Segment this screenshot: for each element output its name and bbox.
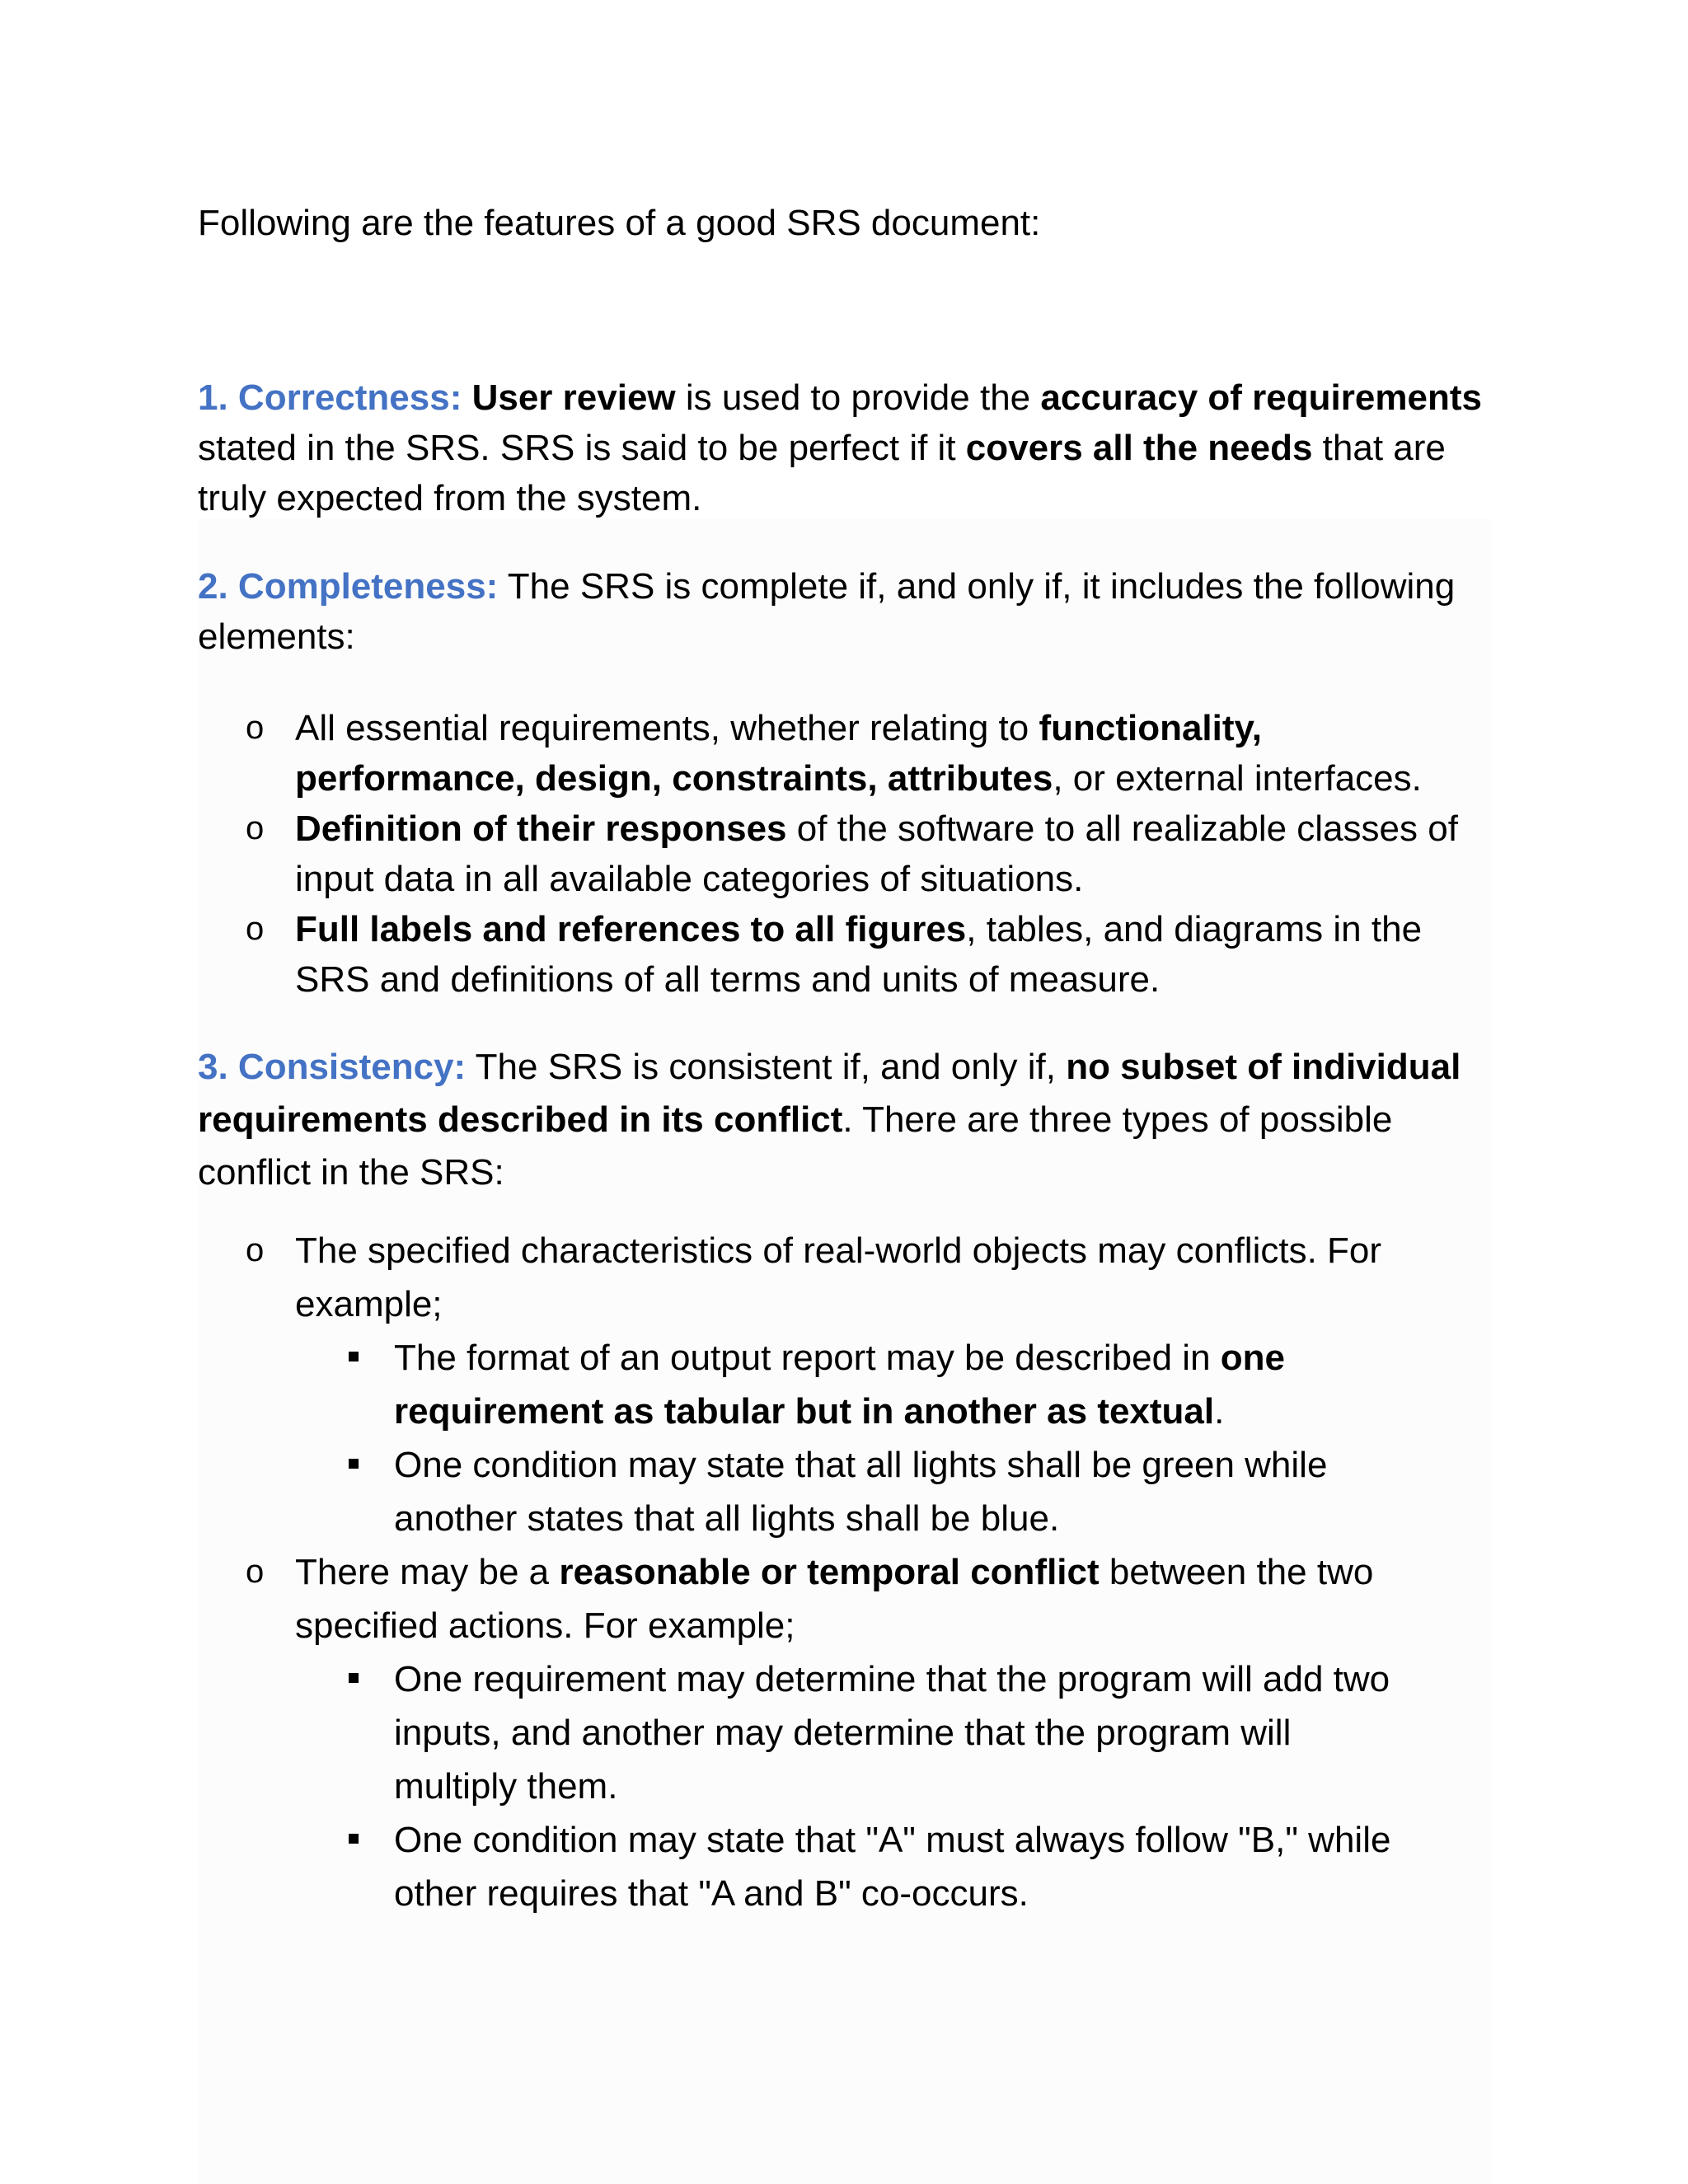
bold-text: no subset of individual [1066, 1047, 1461, 1087]
sub-list-item [394, 1813, 1498, 1920]
text-run: The SRS is complete if, and only if, it includes the following [498, 566, 1456, 607]
list-item [246, 1224, 1498, 1331]
list-item-text: One requirement may determine that the program will add two [394, 1659, 1390, 1699]
correctness-line-3: truly expected from the system. [198, 478, 702, 518]
bold-text: one [1220, 1338, 1285, 1378]
list-item-text: inputs, and another may determine that the program will [394, 1713, 1292, 1753]
text-run [462, 377, 471, 418]
text-run: stated in the SRS. SRS is said to be perfect if it [198, 428, 966, 468]
sub-list-item [394, 1331, 1498, 1438]
consistency-line-3: conflict in the SRS: [198, 1152, 504, 1193]
text-run: The format of an output report may be described in [394, 1338, 1221, 1378]
bullet-square-icon [349, 1834, 359, 1844]
text-run: All essential requirements, whether relating to [295, 708, 1039, 748]
completeness-line-1 [198, 561, 1500, 612]
consistency-line-1 [198, 1041, 1500, 1094]
list-item-text: One condition may state that all lights shall be green while [394, 1445, 1328, 1485]
bullet-circle-icon: o [246, 1232, 265, 1268]
sub-list-item [394, 1652, 1498, 1813]
text-run: . There are three types of possible [842, 1099, 1393, 1140]
bullet-square-icon [349, 1352, 359, 1361]
list-item [246, 904, 1498, 1005]
list-item-text: One condition may state that "A" must always follow "B," while [394, 1820, 1391, 1860]
bold-text: Definition of their responses [295, 808, 787, 849]
bullet-square-icon [349, 1673, 359, 1683]
bullet-square-icon [349, 1459, 359, 1469]
consistency-heading: 3. Consistency: [198, 1047, 467, 1087]
bold-text: accuracy of requirements [1040, 377, 1482, 418]
bold-text: User review [471, 377, 676, 418]
bold-text: covers all the needs [965, 428, 1313, 468]
correctness-line-1 [198, 373, 1500, 423]
intro-text: Following are the features of a good SRS document: [198, 203, 1041, 243]
text-run: . [1214, 1391, 1225, 1432]
list-item-text: example; [295, 1284, 443, 1324]
list-item-text: multiply them. [394, 1766, 618, 1807]
list-item [246, 703, 1498, 804]
bold-text: functionality, [1039, 708, 1262, 748]
bold-text: requirements described in its conflict [198, 1099, 843, 1140]
correctness-heading: 1. Correctness: [198, 377, 462, 418]
text-run: that are [1312, 428, 1446, 468]
text-run: , tables, and diagrams in the [966, 909, 1423, 949]
text-run: , or external interfaces. [1053, 758, 1422, 799]
correctness-line-2 [198, 423, 1500, 473]
sub-list-item [394, 1438, 1498, 1545]
bold-text: requirement as tabular but in another as textual [394, 1391, 1215, 1432]
consistency-line-2 [198, 1094, 1500, 1146]
completeness-line-2: elements: [198, 616, 355, 657]
bold-text: Full labels and references to all figures [295, 909, 967, 949]
list-item-text: another states that all lights shall be blue. [394, 1498, 1060, 1539]
bullet-circle-icon: o [246, 810, 265, 846]
bullet-circle-icon: o [246, 710, 265, 746]
bullet-circle-icon: o [246, 911, 265, 947]
list-item [246, 1545, 1498, 1652]
bold-text: performance, design, constraints, attributes [295, 758, 1053, 799]
bold-text: reasonable or temporal conflict [559, 1552, 1100, 1592]
list-item-text: specified actions. For example; [295, 1605, 795, 1646]
completeness-heading: 2. Completeness: [198, 566, 499, 607]
list-item-text: other requires that "A and B" co-occurs. [394, 1873, 1029, 1914]
text-run: is used to provide the [675, 377, 1041, 418]
list-item-text: input data in all available categories of situations. [295, 859, 1084, 899]
text-run: The SRS is consistent if, and only if, [466, 1047, 1067, 1087]
list-item [246, 804, 1498, 904]
text-run: of the software to all realizable classes of [786, 808, 1458, 849]
bullet-circle-icon: o [246, 1554, 265, 1590]
list-item-text: The specified characteristics of real-world objects may conflicts. For [295, 1230, 1382, 1271]
text-run: There may be a [295, 1552, 560, 1592]
list-item-text: SRS and definitions of all terms and units of measure. [295, 959, 1160, 1000]
text-run: between the two [1099, 1552, 1374, 1592]
